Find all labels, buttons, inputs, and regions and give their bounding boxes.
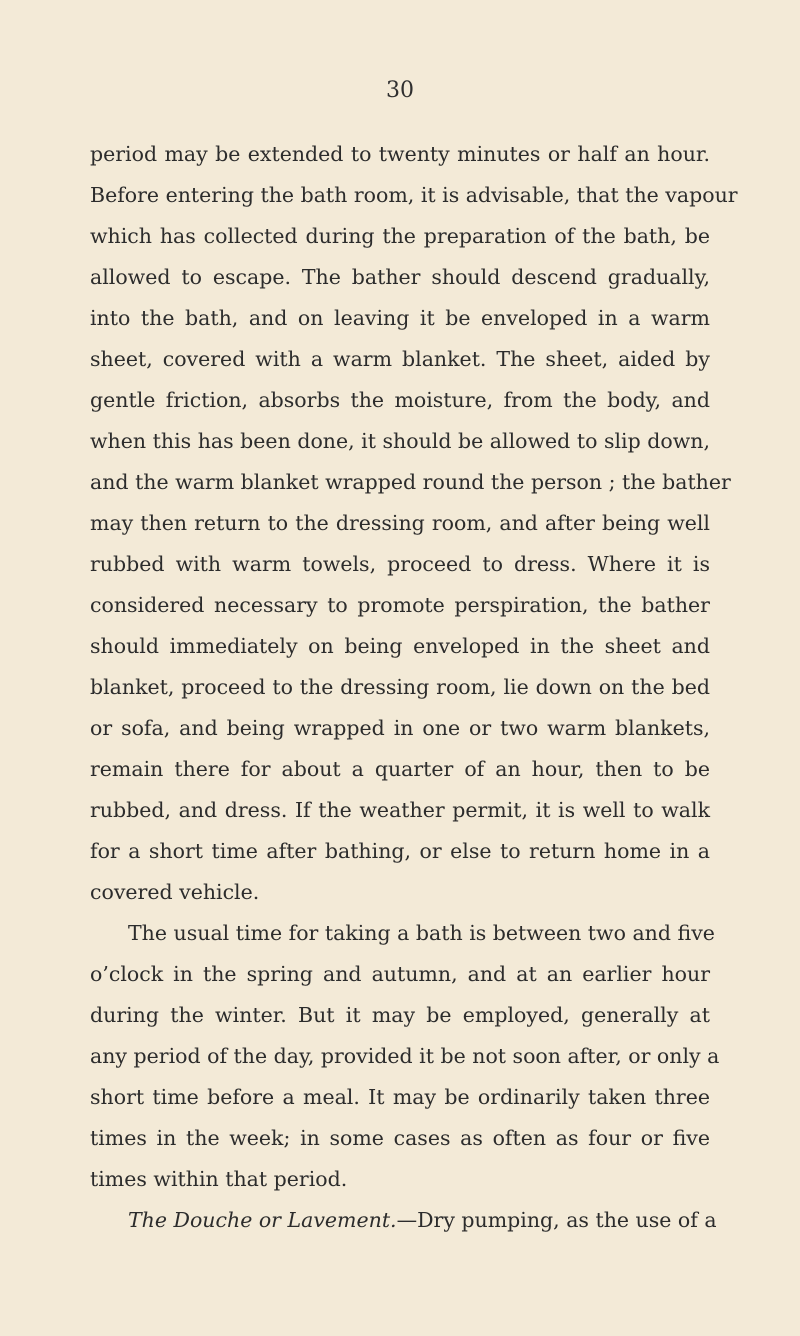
text-line: blanket, proceed to the dressing room, lie down on the bed	[90, 675, 710, 699]
text-line: allowed to escape. The bather should descend gradually,	[90, 265, 710, 289]
text-line: or sofa, and being wrapped in one or two warm blankets,	[90, 716, 710, 740]
text-line: considered necessary to promote perspiration, the bather	[90, 593, 710, 617]
text-line: period may be extended to twenty minutes or half an hour.	[90, 142, 710, 166]
text-line: rubbed, and dress. If the weather permit, it is well to walk	[90, 798, 710, 822]
text-line: times in the week; in some cases as often as four or five	[90, 1126, 710, 1150]
text-line: o’clock in the spring and autumn, and at an earlier hour	[90, 962, 710, 986]
section-heading-text: —Dry pumping, as the use of a	[396, 1208, 717, 1232]
text-line: and the warm blanket wrapped round the person ; the bather	[90, 470, 731, 494]
text-line: gentle friction, absorbs the moisture, from the body, and	[90, 388, 710, 412]
text-line: Before entering the bath room, it is advisable, that the vapour	[90, 183, 738, 207]
text-line: times within that period.	[90, 1167, 348, 1191]
text-line: covered vehicle.	[90, 880, 260, 904]
text-line: which has collected during the preparation of the bath, be	[90, 224, 710, 248]
text-line: when this has been done, it should be allowed to slip down,	[90, 429, 710, 453]
text-line: during the winter. But it may be employed, generally at	[90, 1003, 710, 1027]
text-line: into the bath, and on leaving it be enveloped in a warm	[90, 306, 710, 330]
text-line: rubbed with warm towels, proceed to dress. Where it is	[90, 552, 710, 576]
text-line: The usual time for taking a bath is between two and five	[128, 921, 715, 945]
text-line: any period of the day, provided it be not soon after, or only a	[90, 1044, 720, 1068]
text-line: short time before a meal. It may be ordinarily taken three	[90, 1085, 710, 1109]
text-line: for a short time after bathing, or else to return home in a	[90, 839, 710, 863]
text-line: may then return to the dressing room, and after being well	[90, 511, 710, 535]
text-line: remain there for about a quarter of an hour, then to be	[90, 757, 710, 781]
section-heading-line	[128, 1205, 717, 1235]
section-heading-italic: The Douche or Lavement.	[128, 1208, 397, 1232]
page-number: 30	[386, 78, 414, 103]
text-line: sheet, covered with a warm blanket. The sheet, aided by	[90, 347, 710, 371]
text-line: should immediately on being enveloped in the sheet and	[90, 634, 710, 658]
